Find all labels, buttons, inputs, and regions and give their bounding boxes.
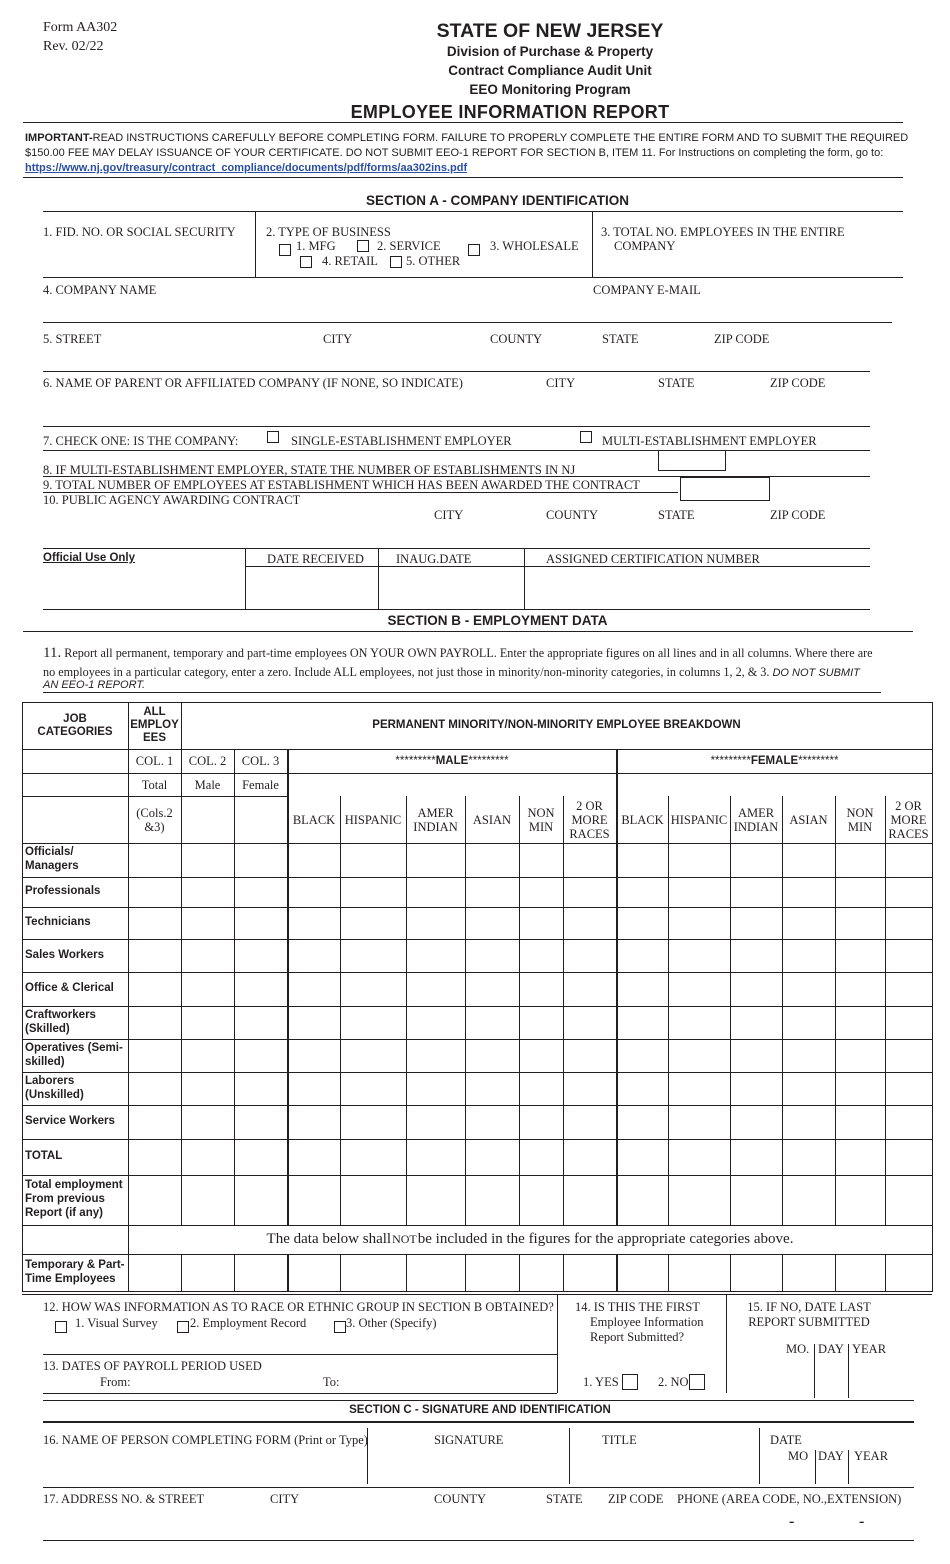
address-county-label: COUNTY (434, 1492, 487, 1506)
agency-county-label: COUNTY (546, 508, 599, 522)
item13-label: 13. DATES OF PAYROLL PERIOD USED (43, 1359, 262, 1373)
table-rule (234, 1254, 235, 1291)
company-name-label: 4. COMPANY NAME (43, 283, 157, 297)
table-rule (932, 702, 933, 1291)
divider (569, 1428, 570, 1484)
date-received-label: DATE RECEIVED (267, 552, 364, 566)
divider (848, 1450, 849, 1484)
item11-text-2: no employees in a particular category, enter a zero. Include ALL employees, not just those in minority/non-minority categories, in columns 1, 2, & 3. (43, 665, 773, 679)
female-race-header: HISPANIC (670, 812, 728, 827)
to-label: To: (323, 1375, 340, 1389)
divider (592, 211, 593, 277)
important-rule (23, 177, 903, 178)
section-b-title: SECTION B - EMPLOYMENT DATA (387, 613, 608, 628)
divider (255, 211, 256, 277)
male-race-header: BLACK (292, 812, 336, 827)
divider (759, 1428, 760, 1484)
table-rule (563, 796, 564, 1225)
establishment-employees-input[interactable] (680, 477, 770, 501)
table-rule (22, 907, 933, 908)
row-rule (22, 1294, 932, 1295)
address-zip-label: ZIP CODE (608, 1492, 664, 1506)
table-rule (22, 877, 933, 878)
from-label: From: (100, 1375, 131, 1389)
exclusion-note (128, 1225, 932, 1254)
phone-dash-1: - (789, 1513, 795, 1530)
instructions-link[interactable]: https://www.nj.gov/treasury/contract_compliance/documents/pdf/forms/aa302ins.pdf (25, 162, 468, 174)
table-rule (22, 1072, 933, 1073)
table-rule (22, 1139, 933, 1140)
item15-label-2: REPORT SUBMITTED (748, 1315, 870, 1329)
row-rule (43, 277, 903, 278)
item12-label: 12. HOW WAS INFORMATION AS TO RACE OR ETHNIC GROUP IN SECTION B OBTAINED? (43, 1300, 554, 1314)
col1-header: COL. 1 (135, 754, 174, 768)
retail-label: 4. RETAIL (322, 254, 378, 268)
type-of-business-label: 2. TYPE OF BUSINESS (266, 225, 391, 239)
address-state-label: STATE (546, 1492, 583, 1506)
table-rule (22, 1254, 933, 1255)
official-use-label: Official Use Only (43, 552, 136, 564)
retail-checkbox[interactable] (300, 256, 312, 268)
date-day-label: DAY (818, 1449, 844, 1463)
company-email-label: COMPANY E-MAIL (593, 283, 701, 297)
parent-state-label: STATE (658, 376, 695, 390)
yes-checkbox[interactable] (622, 1374, 638, 1390)
divider (367, 1428, 368, 1484)
no-label: 2. NO (658, 1375, 689, 1389)
phone-dash-2: - (859, 1513, 865, 1530)
divider (557, 1294, 558, 1393)
table-rule (22, 1006, 933, 1007)
report-title: EMPLOYEE INFORMATION REPORT (350, 102, 670, 122)
street-label: 5. STREET (43, 332, 102, 346)
job-categories-header: JOB CATEGORIES (37, 712, 113, 738)
item15-year-label: YEAR (852, 1342, 887, 1356)
row-rule (43, 1400, 914, 1401)
row-rule (43, 371, 870, 372)
job-category-label: Total employment From previous Report (if any) (25, 1179, 123, 1219)
date-year-label: YEAR (854, 1449, 889, 1463)
other-method-label: 3. Other (Specify) (346, 1316, 437, 1330)
female-race-header: BLACK (621, 812, 664, 827)
male-race-header: NON MIN (527, 805, 555, 834)
job-category-label: Craftworkers (Skilled) (25, 1008, 96, 1035)
table-rule (782, 1254, 783, 1291)
address-label: 17. ADDRESS NO. & STREET (43, 1492, 205, 1506)
single-establishment-checkbox[interactable] (267, 431, 279, 443)
table-rule (835, 796, 836, 1225)
table-rule (519, 1254, 520, 1291)
col2-header: COL. 2 (188, 754, 227, 768)
divider (815, 1450, 816, 1484)
state-title: STATE OF NEW JERSEY (436, 20, 664, 42)
single-establishment-label: SINGLE-ESTABLISHMENT EMPLOYER (291, 434, 512, 448)
table-rule (668, 1254, 669, 1291)
service-label: 2. SERVICE (377, 239, 441, 253)
item15-day-label: DAY (818, 1342, 844, 1356)
female-race-header: ASIAN (789, 812, 828, 827)
divider (524, 548, 525, 609)
table-rule (181, 1254, 182, 1291)
row-rule (43, 1487, 914, 1488)
agency-state-label: STATE (658, 508, 695, 522)
table-rule (22, 1105, 933, 1106)
wholesale-label: 3. WHOLESALE (490, 239, 579, 253)
parent-city-label: CITY (546, 376, 576, 390)
multi-establishment-checkbox[interactable] (580, 431, 592, 443)
item15-label-1: 15. IF NO, DATE LAST (747, 1300, 871, 1314)
form-revision: Rev. 02/22 (43, 39, 104, 54)
item11-line-3: AN EEO-1 REPORT. (43, 679, 146, 691)
agency-zip-label: ZIP CODE (770, 508, 826, 522)
job-category-label: Professionals (25, 885, 101, 898)
male-stars-left: ********* (395, 754, 436, 767)
female-race-header: NON MIN (846, 805, 874, 834)
breakdown-header: PERMANENT MINORITY/NON-MINORITY EMPLOYEE BREAKDOWN (372, 719, 741, 732)
divider (245, 548, 246, 609)
table-rule (668, 796, 669, 1225)
assigned-cert-label: ASSIGNED CERTIFICATION NUMBER (546, 552, 760, 566)
cols-note: (Cols.2 &3) (136, 805, 173, 834)
date-label: DATE (770, 1433, 802, 1447)
item14-label-3: Report Submitted? (590, 1330, 685, 1344)
table-rule (406, 796, 407, 1225)
divider (848, 1344, 849, 1398)
table-rule (885, 1254, 886, 1291)
section-c-title: SECTION C - SIGNATURE AND IDENTIFICATION (349, 1404, 611, 1416)
job-category-label: Sales Workers (25, 948, 105, 961)
female-col-header: Female (242, 777, 279, 792)
row-rule (245, 566, 870, 567)
program-title: EEO Monitoring Program (469, 82, 631, 97)
state-label: STATE (602, 332, 639, 346)
service-checkbox[interactable] (357, 240, 369, 252)
establishments-count-input[interactable] (658, 450, 726, 471)
male-label: MALE (435, 754, 469, 767)
table-rule (406, 1254, 407, 1291)
job-category-label: Service Workers (25, 1115, 115, 1128)
female-label: FEMALE (750, 754, 799, 767)
signature-label: SIGNATURE (434, 1433, 504, 1447)
table-rule (835, 1254, 836, 1291)
important-text-1: READ INSTRUCTIONS CAREFULLY BEFORE COMPLETING FORM. FAILURE TO PROPERLY COMPLETE THE ENTIRE FORM AND TO SUBMIT THE REQUIRED (92, 132, 909, 144)
table-rule (287, 1254, 289, 1291)
inaug-date-label: INAUG.DATE (396, 552, 472, 566)
other-method-checkbox[interactable] (334, 1321, 346, 1333)
male-race-header: 2 OR MORE RACES (569, 798, 610, 841)
section-c-rule (43, 1421, 914, 1423)
agency-city-label: CITY (434, 508, 464, 522)
employment-record-label: 2. Employment Record (190, 1316, 307, 1330)
important-line-1 (25, 132, 908, 144)
female-race-header: AMER INDIAN (733, 805, 779, 834)
table-rule (465, 1254, 466, 1291)
male-col-header: Male (194, 777, 221, 792)
table-rule (22, 843, 933, 844)
item15-mo-label: MO. (786, 1342, 810, 1356)
divider (378, 548, 379, 609)
form-number: Form AA302 (43, 20, 118, 35)
table-rule (22, 939, 933, 940)
row-rule (43, 1393, 557, 1394)
mfg-checkbox[interactable] (279, 244, 291, 256)
male-race-header: AMER INDIAN (413, 805, 458, 834)
table-rule (616, 1254, 618, 1291)
item8-label: 8. IF MULTI-ESTABLISHMENT EMPLOYER, STATE THE NUMBER OF ESTABLISHMENTS IN NJ (43, 463, 576, 477)
female-stars-right: ********* (798, 754, 839, 767)
zip-label: ZIP CODE (714, 332, 770, 346)
female-header (617, 749, 932, 773)
item10-label: 10. PUBLIC AGENCY AWARDING CONTRACT (43, 493, 301, 507)
all-employees-header: ALL EMPLOY EES (130, 706, 179, 744)
exclusion-note-pre: The data below shall (266, 1231, 392, 1248)
section-a-rule (43, 211, 903, 212)
table-rule (22, 1175, 933, 1176)
other-business-label: 5. OTHER (406, 254, 461, 268)
table-rule (885, 796, 886, 1225)
row-rule (43, 1354, 557, 1355)
table-rule (340, 796, 341, 1225)
item11-line-2 (43, 665, 860, 680)
wholesale-checkbox[interactable] (468, 244, 480, 256)
row-rule (43, 426, 870, 427)
table-rule (22, 972, 933, 973)
address-city-label: CITY (270, 1492, 300, 1506)
divider (814, 1344, 815, 1398)
job-category-label: Technicians (25, 916, 91, 929)
temporary-part-time-label: Temporary & Part-Time Employees (25, 1258, 125, 1285)
item11-line-1 (43, 645, 873, 662)
no-checkbox[interactable] (689, 1374, 705, 1390)
total-col-header: Total (141, 777, 168, 792)
employment-record-checkbox[interactable] (177, 1321, 189, 1333)
parent-company-label: 6. NAME OF PARENT OR AFFILIATED COMPANY (IF NONE, SO INDICATE) (43, 376, 463, 390)
name-completing-label: 16. NAME OF PERSON COMPLETING FORM (Print or Type) (43, 1433, 368, 1447)
job-category-label: Operatives (Semi-skilled) (25, 1041, 123, 1068)
exclusion-note-post: be included in the figures for the appropriate categories above. (417, 1231, 794, 1248)
item14-label-2: Employee Information (590, 1315, 704, 1329)
other-business-checkbox[interactable] (390, 256, 402, 268)
table-rule (465, 796, 466, 1225)
mfg-label: 1. MFG (296, 239, 336, 253)
female-stars-left: ********* (710, 754, 751, 767)
visual-survey-label: 1. Visual Survey (75, 1316, 158, 1330)
row-rule (43, 609, 870, 610)
city-label: CITY (323, 332, 353, 346)
important-line-2: $150.00 FEE MAY DELAY ISSUANCE OF YOUR CERTIFICATE. DO NOT SUBMIT EEO-1 REPORT FOR SECTION B, ITEM 11. For Instructions on completing the form, go to: (25, 147, 884, 159)
row-rule (43, 322, 892, 323)
section-b-rule (23, 631, 913, 632)
parent-zip-label: ZIP CODE (770, 376, 826, 390)
total-employees-label-2: COMPANY (614, 239, 676, 253)
male-race-header: ASIAN (472, 812, 512, 827)
important-label: IMPORTANT- (25, 132, 93, 144)
table-rule (730, 1254, 731, 1291)
job-category-label: Laborers (Unskilled) (25, 1074, 84, 1101)
exclusion-note-not: NOT (392, 1231, 417, 1246)
visual-survey-checkbox[interactable] (55, 1321, 67, 1333)
male-race-header: HISPANIC (344, 812, 402, 827)
date-mo-label: MO (788, 1449, 809, 1463)
col3-header: COL. 3 (241, 754, 280, 768)
division-title: Division of Purchase & Property (446, 44, 654, 59)
table-rule (340, 1254, 341, 1291)
row-rule (43, 450, 870, 451)
job-category-label: Officials/ Managers (25, 846, 79, 872)
table-rule (563, 1254, 564, 1291)
job-category-label: TOTAL (25, 1150, 63, 1163)
title-label: TITLE (602, 1433, 637, 1447)
row-rule (43, 1540, 914, 1541)
table-rule (22, 1039, 933, 1040)
table-rule (519, 796, 520, 1225)
item11-text-1: Report all permanent, temporary and part-time employees ON YOUR OWN PAYROLL. Enter the appropriate figures on all lines and in all columns. Where there are (64, 646, 873, 660)
item11-rule (43, 692, 881, 693)
row-rule (43, 548, 870, 549)
county-label: COUNTY (490, 332, 543, 346)
multi-establishment-label: MULTI-ESTABLISHMENT EMPLOYER (602, 434, 817, 448)
fid-label: 1. FID. NO. OR SOCIAL SECURITY (43, 225, 236, 239)
job-category-label: Office & Clerical (25, 982, 114, 995)
item9-label: 9. TOTAL NUMBER OF EMPLOYEES AT ESTABLISHMENT WHICH HAS BEEN AWARDED THE CONTRACT (43, 478, 640, 492)
table-rule (22, 1291, 933, 1292)
header-rule (23, 122, 903, 123)
check-one-label: 7. CHECK ONE: IS THE COMPANY: (43, 434, 239, 448)
unit-title: Contract Compliance Audit Unit (448, 63, 652, 78)
male-stars-right: ********* (468, 754, 509, 767)
table-rule (782, 796, 783, 1225)
table-rule (730, 796, 731, 1225)
phone-label: PHONE (AREA CODE, NO.,EXTENSION) (677, 1492, 902, 1506)
total-employees-label: 3. TOTAL NO. EMPLOYEES IN THE ENTIRE (601, 225, 845, 239)
item11-number: 11. (43, 645, 62, 661)
table-rule (234, 749, 235, 1225)
male-header (288, 749, 616, 773)
do-not-submit-text: DO NOT SUBMIT (772, 667, 860, 679)
item14-label-1: 14. IS THIS THE FIRST (575, 1300, 700, 1314)
yes-label: 1. YES (583, 1375, 619, 1389)
table-rule (22, 702, 23, 1291)
section-a-title: SECTION A - COMPANY IDENTIFICATION (366, 193, 629, 208)
female-race-header: 2 OR MORE RACES (888, 798, 929, 841)
